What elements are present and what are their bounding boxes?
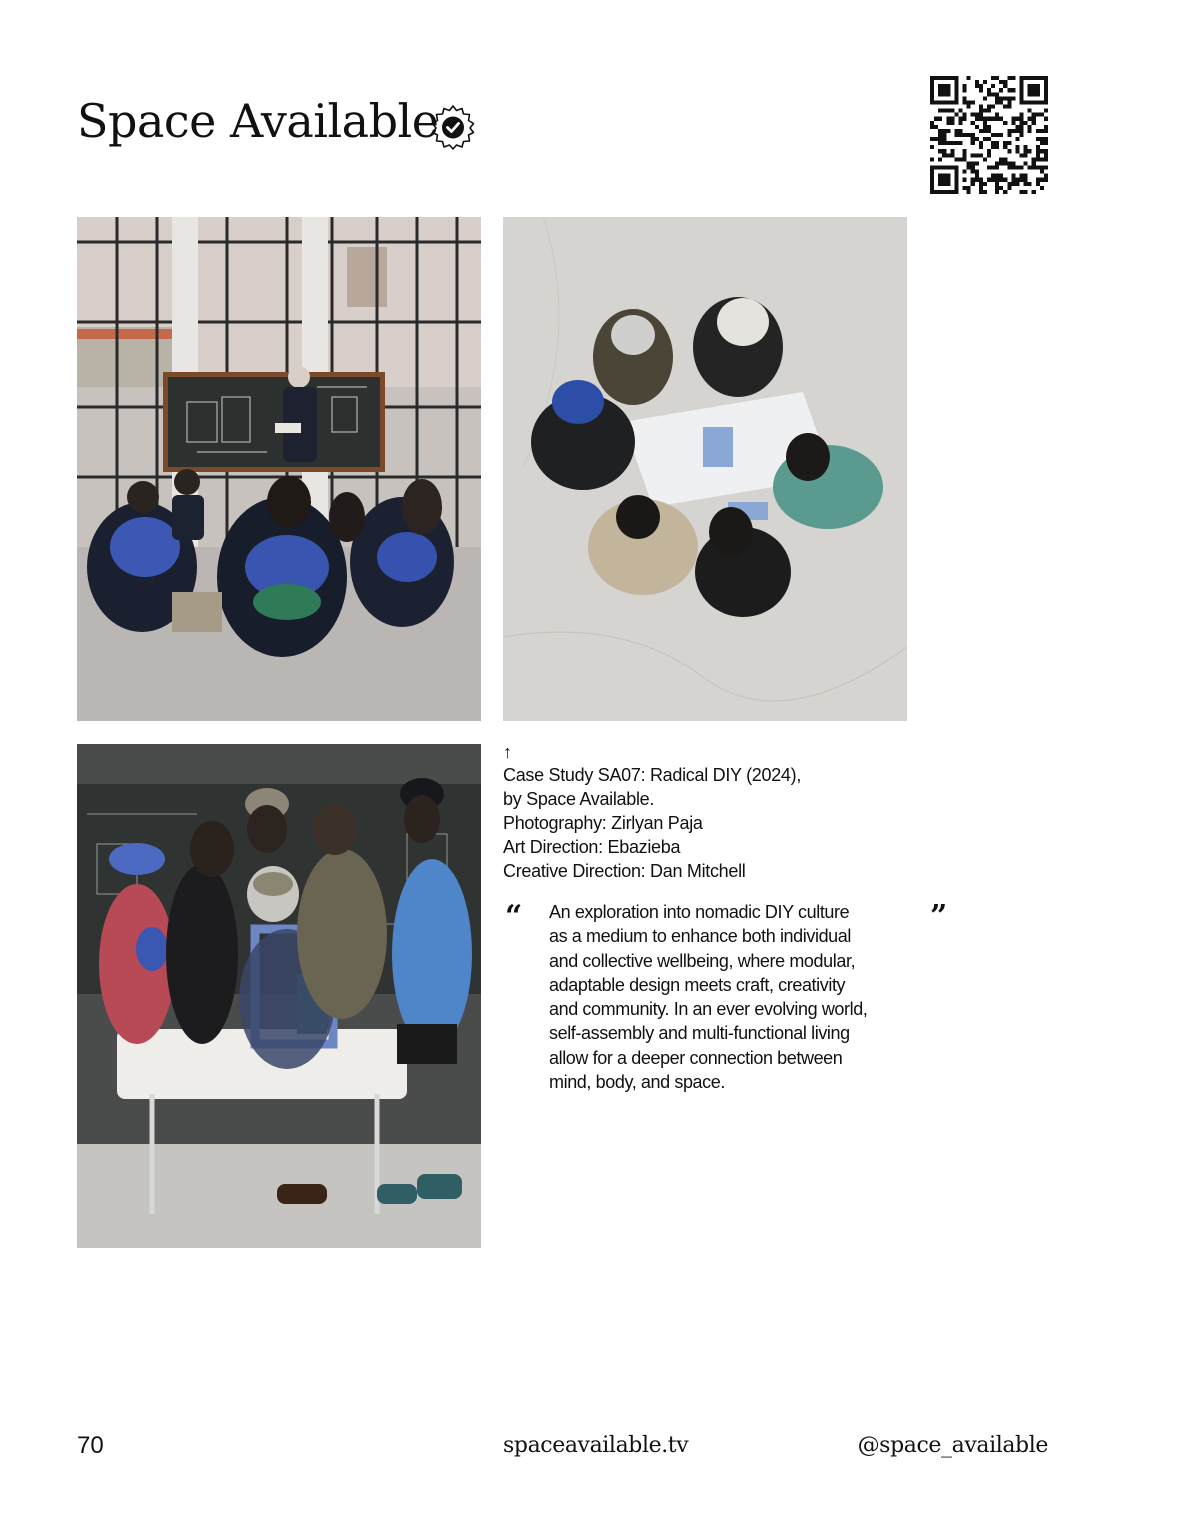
caption-line: Creative Direction: Dan Mitchell xyxy=(503,861,746,881)
quote-close-mark: ” xyxy=(930,899,948,934)
quote-line: self-assembly and multi-functional living xyxy=(549,1023,850,1044)
quote-line: and collective wellbeing, where modular, xyxy=(549,950,856,971)
caption-line: Case Study SA07: Radical DIY (2024), xyxy=(503,765,802,785)
pull-quote xyxy=(549,900,909,1094)
photo-overhead-circle-assembly xyxy=(503,217,907,721)
photo-caption xyxy=(503,741,923,883)
photo-group-around-table xyxy=(77,744,481,1248)
caption-line: by Space Available. xyxy=(503,789,655,809)
quote-open-mark: “ xyxy=(505,899,523,934)
arrow-up-icon: ↑ xyxy=(503,742,512,762)
website-link[interactable]: spaceavailable.tv xyxy=(503,1433,689,1458)
quote-line: mind, body, and space. xyxy=(549,1072,725,1093)
social-handle-link[interactable]: @space_available xyxy=(857,1433,1048,1458)
caption-line: Photography: Zirlyan Paja xyxy=(503,813,703,833)
quote-line: as a medium to enhance both individual xyxy=(549,926,852,947)
quote-line: adaptable design meets craft, creativity xyxy=(549,974,846,995)
quote-line: and community. In an ever evolving world, xyxy=(549,999,868,1020)
caption-line: Art Direction: Ebazieba xyxy=(503,837,681,857)
qr-code-icon[interactable] xyxy=(930,76,1048,194)
quote-line: allow for a deeper connection between xyxy=(549,1047,843,1068)
photo-classroom-blackboard xyxy=(77,217,481,721)
quote-line: An exploration into nomadic DIY culture xyxy=(549,902,850,922)
page-number: 70 xyxy=(77,1432,104,1459)
page-title: Space Available xyxy=(77,94,439,148)
verified-check-icon xyxy=(430,104,476,150)
